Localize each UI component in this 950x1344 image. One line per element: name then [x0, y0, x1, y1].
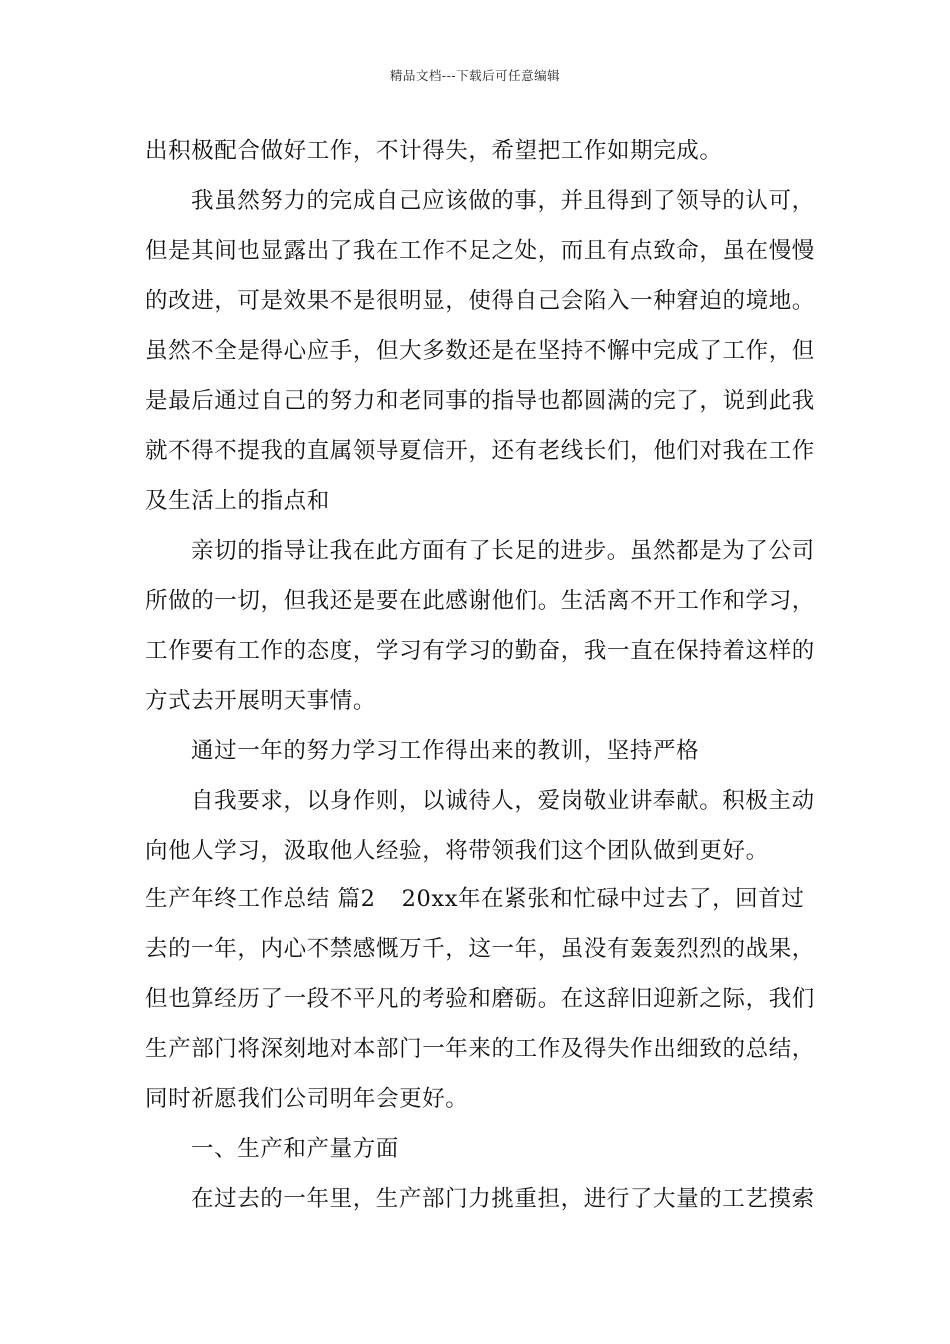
text-line: 及生活上的指点和	[145, 488, 330, 514]
text-line: 通过一年的努力学习工作得出来的教训，坚持严格	[191, 738, 700, 764]
text-line: 在过去的一年里，生产部门力挑重担，进行了大量的工艺摸索	[191, 1186, 815, 1212]
text-line-continuation: 20xx年在紧张和忙碌中过去了，回首过	[401, 886, 805, 912]
text-line: 虽然不全是得心应手，但大多数还是在坚持不懈中完成了工作，但	[145, 338, 815, 364]
text-line: 就不得不提我的直属领导夏信开，还有老线长们，他们对我在工作	[145, 438, 815, 464]
text-line: 出积极配合做好工作，不计得失，希望把工作如期完成。	[145, 138, 723, 164]
text-line: 同时祈愿我们公司明年会更好。	[145, 1086, 469, 1112]
section-heading: 生产年终工作总结 篇2	[145, 886, 376, 912]
page-header: 精品文档---下载后可任意编辑	[389, 68, 561, 83]
text-line: 我虽然努力的完成自己应该做的事，并且得到了领导的认可，	[191, 188, 815, 214]
text-line: 方式去开展明天事情。	[145, 688, 377, 714]
text-line: 所做的一切，但我还是要在此感谢他们。生活离不开工作和学习，	[145, 588, 815, 614]
text-line: 但是其间也显露出了我在工作不足之处，而且有点致命，虽在慢慢	[145, 238, 815, 264]
section-subheading: 一、生产和产量方面	[191, 1136, 399, 1162]
text-line: 工作要有工作的态度，学习有学习的勤奋，我一直在保持着这样的	[145, 638, 815, 664]
text-line: 生产部门将深刻地对本部门一年来的工作及得失作出细致的总结，	[145, 1036, 815, 1062]
text-line: 的改进，可是效果不是很明显，使得自己会陷入一种窘迫的境地。	[145, 288, 815, 314]
text-line: 是最后通过自己的努力和老同事的指导也都圆满的完了，说到此我	[145, 388, 815, 414]
text-line: 但也算经历了一段不平凡的考验和磨砺。在这辞旧迎新之际，我们	[145, 986, 815, 1012]
text-line: 去的一年，内心不禁感慨万千，这一年，虽没有轰轰烈烈的战果，	[145, 936, 815, 962]
text-line: 向他人学习，汲取他人经验，将带领我们这个团队做到更好。	[145, 838, 769, 864]
text-line	[145, 884, 805, 914]
text-line: 自我要求，以身作则，以诚待人，爱岗敬业讲奉献。积极主动	[191, 788, 815, 814]
text-line: 亲切的指导让我在此方面有了长足的进步。虽然都是为了公司	[191, 538, 815, 564]
